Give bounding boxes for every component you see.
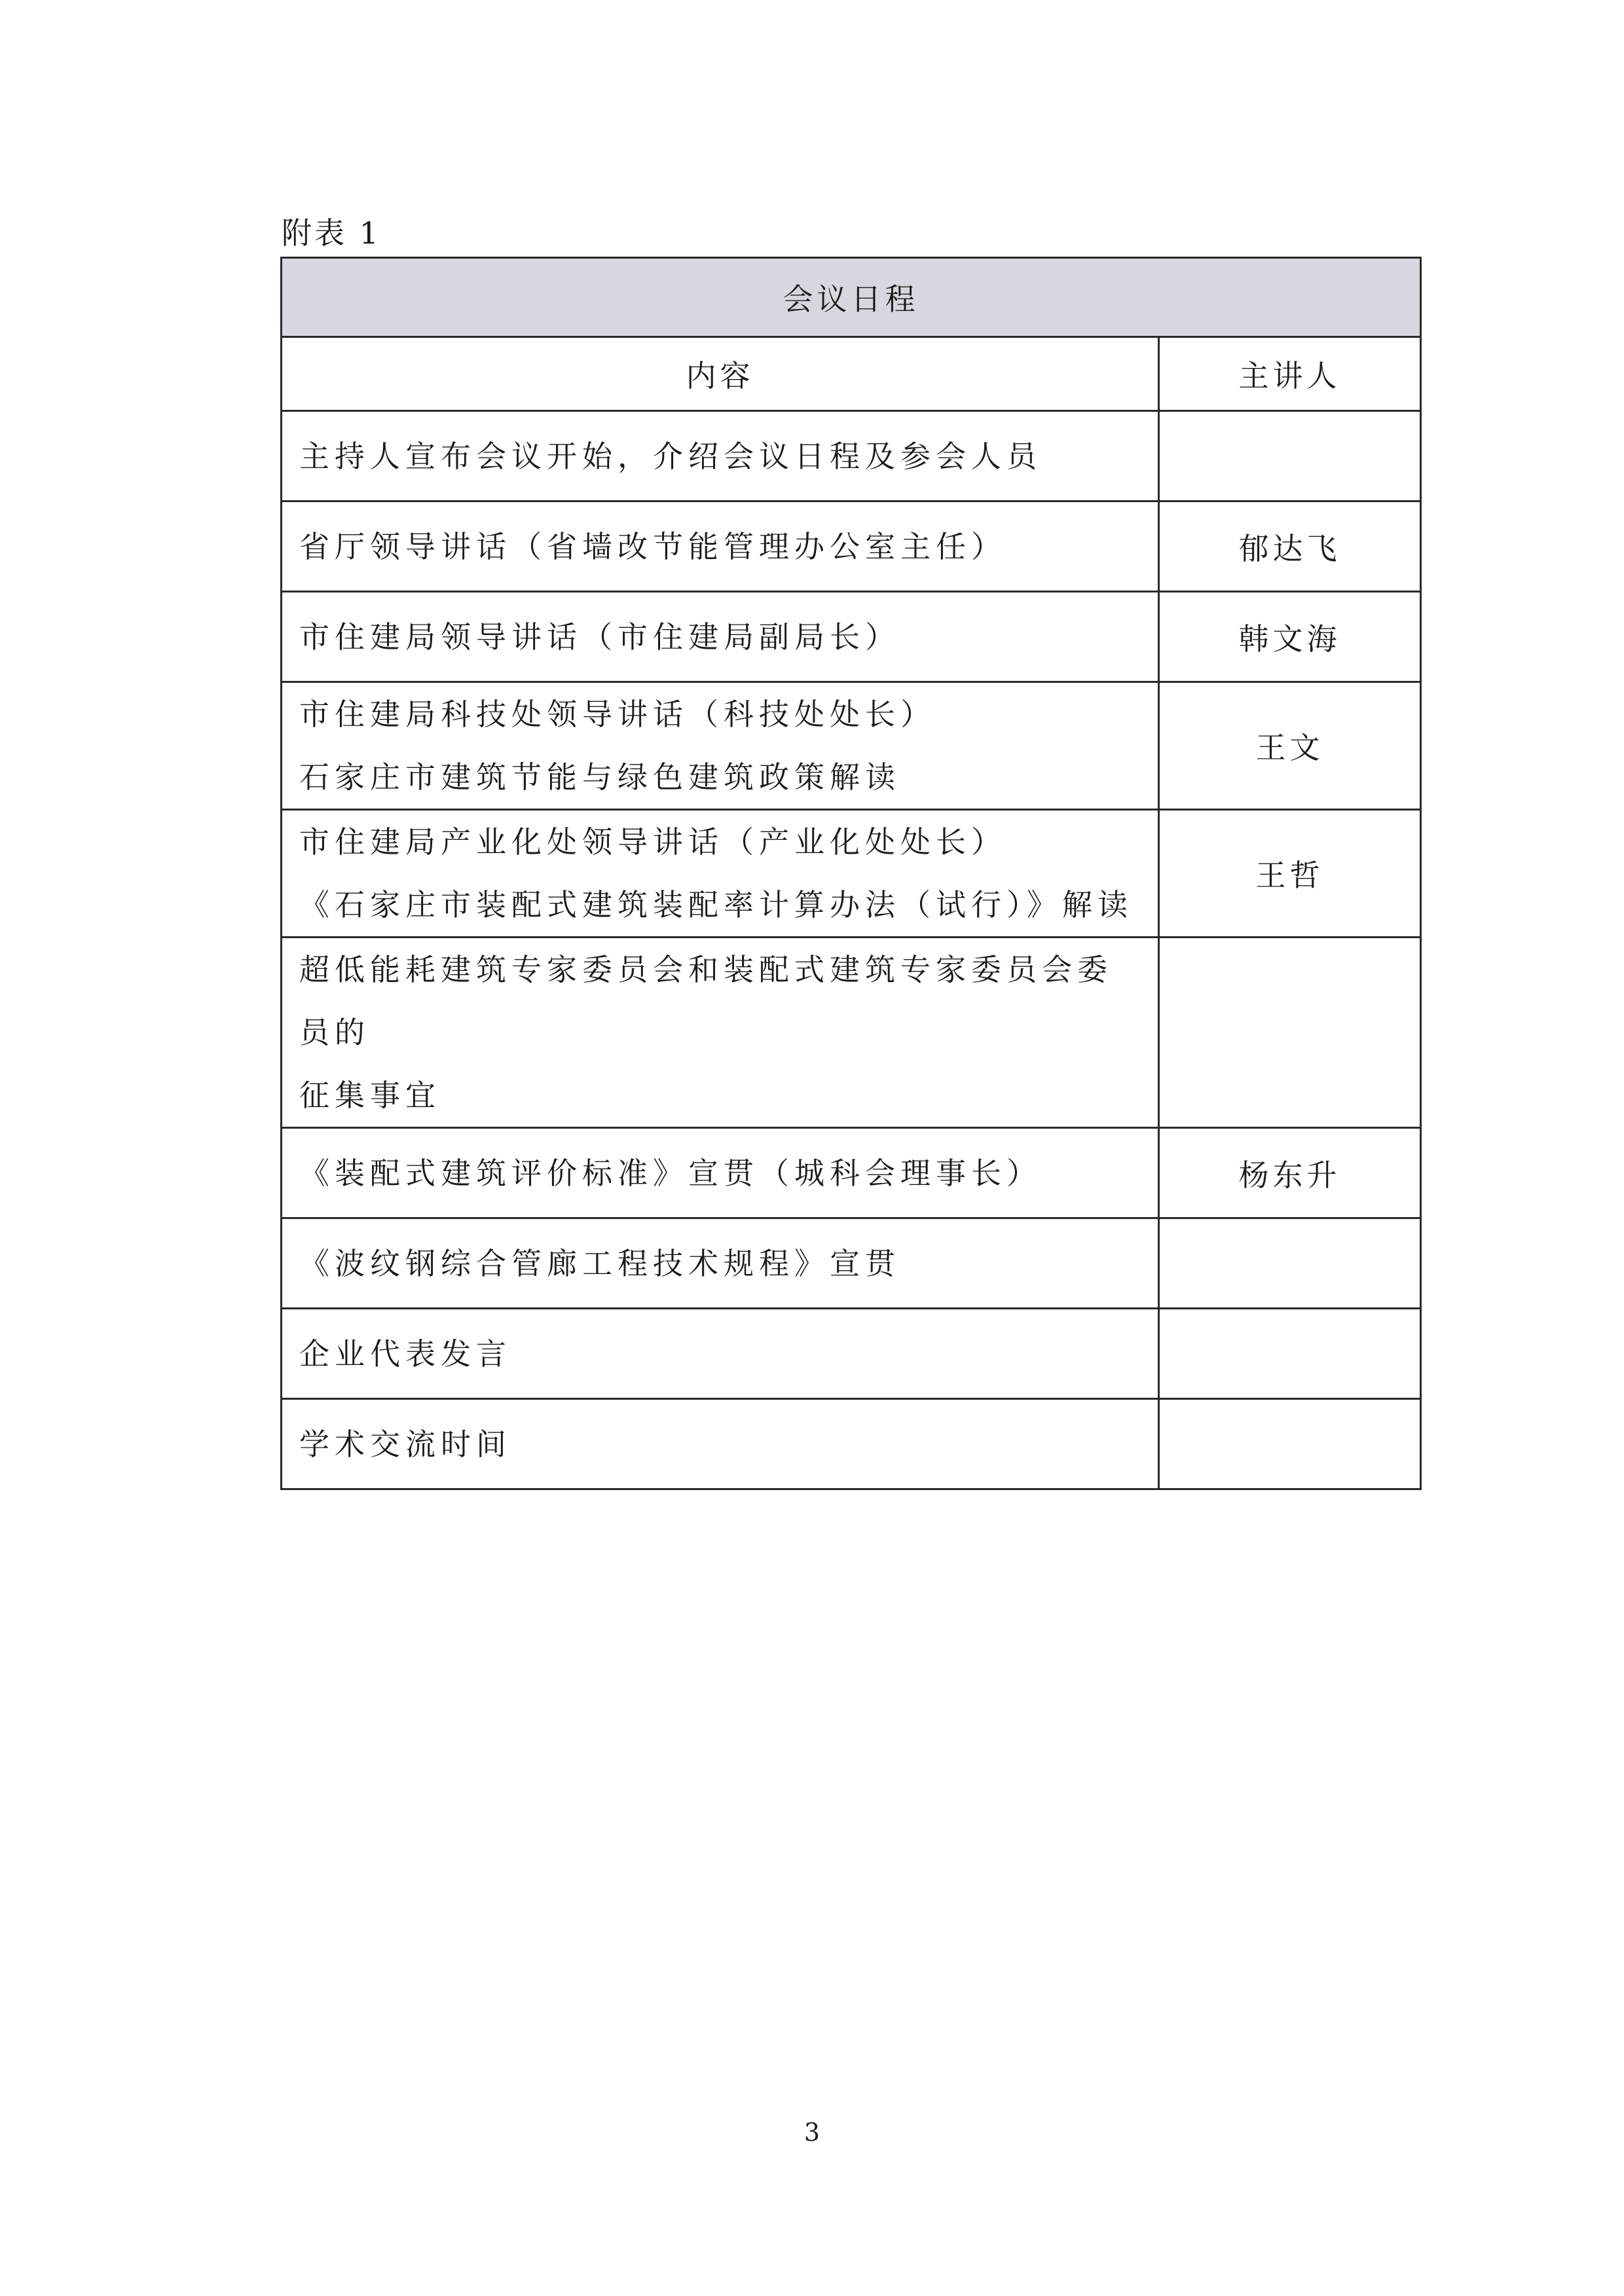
speaker-name	[1159, 1399, 1421, 1489]
speaker-name	[1159, 1218, 1421, 1309]
agenda-line: 《波纹钢综合管廊工程技术规程》宣贯	[299, 1245, 900, 1281]
agenda-item	[282, 1128, 1159, 1218]
agenda-item	[282, 810, 1159, 938]
agenda-item	[282, 1399, 1159, 1489]
schedule-body	[282, 411, 1421, 1489]
speaker-name: 王文	[1159, 682, 1421, 810]
agenda-line: 石家庄市建筑节能与绿色建筑政策解读	[299, 759, 900, 795]
agenda-line: 学术交流时间	[299, 1426, 511, 1462]
speaker-name	[1159, 1309, 1421, 1399]
agenda-line: 市住建局科技处领导讲话（科技处处长）	[299, 697, 936, 732]
table-title-row	[282, 258, 1421, 337]
table-row	[282, 938, 1421, 1128]
page-number: 3	[803, 2118, 821, 2147]
table-row	[282, 592, 1421, 682]
agenda-line: 《石家庄市装配式建筑装配率计算办法（试行）》解读	[299, 887, 1133, 922]
content-column-header: 内容	[282, 337, 1159, 411]
table-row	[282, 501, 1421, 592]
speaker-name: 韩文海	[1159, 592, 1421, 682]
agenda-line: 省厅领导讲话（省墙改节能管理办公室主任）	[299, 528, 1006, 564]
schedule-table	[280, 257, 1422, 1490]
speaker-name: 郁达飞	[1159, 501, 1421, 592]
speaker-name	[1159, 938, 1421, 1128]
agenda-line: 《装配式建筑评价标准》宣贯（城科会理事长）	[299, 1155, 1042, 1191]
agenda-line: 主持人宣布会议开始，介绍会议日程及参会人员	[299, 438, 1042, 474]
agenda-item	[282, 1218, 1159, 1309]
agenda-line: 企业代表发言	[299, 1336, 511, 1372]
table-row	[282, 1128, 1421, 1218]
agenda-item	[282, 1309, 1159, 1399]
agenda-item	[282, 501, 1159, 592]
table-row	[282, 411, 1421, 501]
speaker-column-header: 主讲人	[1159, 337, 1421, 411]
agenda-item	[282, 938, 1159, 1128]
appendix-label: 附表 1	[282, 215, 381, 251]
agenda-item	[282, 411, 1159, 501]
agenda-line: 超低能耗建筑专家委员会和装配式建筑专家委员会委员的	[299, 952, 1113, 1050]
table-header-row	[282, 337, 1421, 411]
table-row	[282, 1399, 1421, 1489]
agenda-line: 市住建局产业化处领导讲话（产业化处处长）	[299, 824, 1006, 860]
agenda-item	[282, 682, 1159, 810]
table-row	[282, 1218, 1421, 1309]
table-row	[282, 810, 1421, 938]
table-row	[282, 682, 1421, 810]
table-row	[282, 1309, 1421, 1399]
speaker-name: 杨东升	[1159, 1128, 1421, 1218]
agenda-line: 征集事宜	[299, 1078, 441, 1113]
agenda-line: 市住建局领导讲话（市住建局副局长）	[299, 619, 900, 655]
agenda-item	[282, 592, 1159, 682]
table-title: 会议日程	[282, 258, 1421, 337]
speaker-name: 王哲	[1159, 810, 1421, 938]
speaker-name	[1159, 411, 1421, 501]
